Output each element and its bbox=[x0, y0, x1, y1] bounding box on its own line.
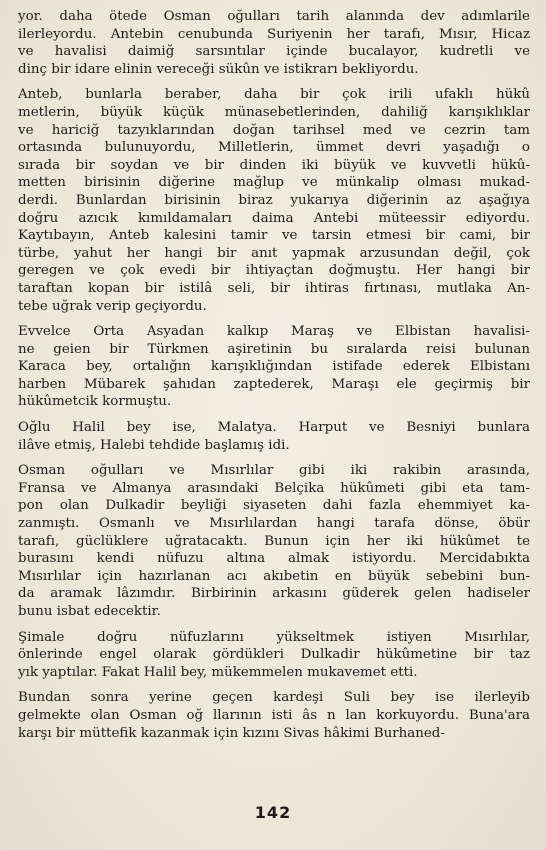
text-line: sırada bir soydan ve bir dinden iki büyük ve kuvvetli hükû- bbox=[18, 157, 530, 173]
text-line: Mısırlılar için hazırlanan acı akıbetin en büyük sebebini bun- bbox=[18, 568, 530, 584]
text-line: metlerin, büyük küçük münasebetlerinden, dahiliğ karışıklıklar bbox=[18, 104, 530, 120]
text-line: Şimale doğru nüfuzlarını yükseltmek istiyen Mısırlılar, bbox=[18, 629, 530, 645]
text-line: türbe, yahut her hangi bir anıt yapmak arzusundan değil, çok bbox=[18, 245, 530, 261]
text-line: Anteb, bunlarla beraber, daha bir çok irili ufaklı hükû bbox=[18, 87, 530, 103]
text-line: Osman oğulları ve Mısırlılar gibi iki rakibin arasında, bbox=[18, 463, 530, 479]
text-line: Evvelce Orta Asyadan kalkıp Maraş ve Elbistan havalisi- bbox=[18, 324, 530, 340]
text-line: ilerleyordu. Antebin cenubunda Suriyenin her tarafı, Mısır, Hicaz bbox=[18, 26, 530, 42]
text-line: tarafı, güclüklere uğratacaktı. Bunun için her iki hükûmet te bbox=[18, 533, 530, 549]
text-line: gelmekte olan Osman oğ llarının isti âs n lan korkuyordu. Buna'ara bbox=[18, 707, 530, 723]
paragraph bbox=[18, 323, 530, 411]
text-line: zanmıştı. Osmanlı ve Mısırlılardan hangi tarafa dönse, öbür bbox=[18, 516, 530, 532]
text-line: geregen ve çok evedi bir ihtiyaçtan doğmuştu. Her hangi bir bbox=[18, 263, 530, 279]
paragraph bbox=[18, 629, 530, 682]
text-line: pon olan Dulkadir beyliği siyaseten dahi fazla ehemmiyet ka- bbox=[18, 498, 530, 514]
text-line: bunu isbat edecektir. bbox=[18, 604, 161, 619]
text-line: önlerinde engel olarak gördükleri Dulkadir hükûmetine bir taz bbox=[18, 647, 530, 663]
text-line: ortasında bulunuyordu, Milletlerin, ümmet devri yaşadığı o bbox=[18, 140, 530, 156]
text-line: Kaytıbayın, Anteb kalesini tamir ve tarsin etmesi bir cami, bir bbox=[18, 228, 530, 244]
text-line: taraftan kopan bir istilâ seli, bir ihtiras fırtınası, mutlaka An- bbox=[18, 280, 530, 296]
paragraph bbox=[18, 8, 530, 78]
text-line: harben Mübarek şahıdan zaptederek, Maraşı ele geçirmiş bir bbox=[18, 376, 530, 392]
text-line: metten birisinin diğerine mağlup ve münkalip olması mukad- bbox=[18, 175, 530, 191]
text-line: da aramak lâzımdır. Birbirinin arkasını güderek gelen hadiseler bbox=[18, 586, 530, 602]
text-line: ilâve etmiş, Halebi tehdide başlamış idi. bbox=[18, 437, 290, 453]
text-line: doğru azıcık kımıldamaları daima Antebi müteessir ediyordu. bbox=[18, 210, 530, 226]
paragraph bbox=[18, 419, 530, 454]
text-line: hükûmetcik kormuştu. bbox=[18, 394, 172, 410]
text-line: Fransa ve Almanya arasındaki Belçika hükûmeti gibi eta tam- bbox=[18, 480, 530, 496]
text-line: ve havalisi daimiğ sarsıntılar içinde bucalayor, kudretli ve bbox=[18, 44, 530, 60]
text-line: Karaca bey, ortalığın karışıklığından istifade ederek Elbistanı bbox=[18, 359, 530, 375]
text-line: yor. daha ötede Osman oğulları tarih alanında dev adımlarile bbox=[18, 9, 530, 24]
text-line: ne geien bir Türkmen aşiretinin bu sıralarda reisi bulunan bbox=[18, 341, 530, 357]
paragraph bbox=[18, 462, 530, 620]
paragraph bbox=[18, 86, 530, 315]
text-line: tebe uğrak verip geçiyordu. bbox=[18, 298, 207, 314]
page-body-text bbox=[18, 8, 530, 750]
text-line: Bundan sonra yerine geçen kardeşi Suli bey ise ilerleyib bbox=[18, 690, 530, 706]
text-line: Oğlu Halil bey ise, Malatya. Harput ve Besniyi bunlara bbox=[18, 420, 530, 436]
text-line: derdi. Bunlardan birisinin biraz yukarıya diğerinin az aşağıya bbox=[18, 192, 530, 208]
text-line: karşı bir müttefik kazanmak için kızını Sivas hâkimi Burhaned- bbox=[18, 725, 445, 741]
text-line: burasını kendi nüfuzu altına almak istiyordu. Mercidabıkta bbox=[18, 551, 530, 567]
text-line: ve hariciğ tazyıklarından doğan tarihsel med ve cezrin tam bbox=[18, 122, 530, 138]
text-line: dinç bir idare elinin vereceği sükûn ve istikrarı bekliyordu. bbox=[18, 61, 419, 77]
page-number: 142 bbox=[254, 803, 292, 822]
text-line: yık yaptılar. Fakat Halil bey, mükemmelen mukavemet etti. bbox=[18, 664, 418, 680]
paragraph bbox=[18, 689, 530, 742]
